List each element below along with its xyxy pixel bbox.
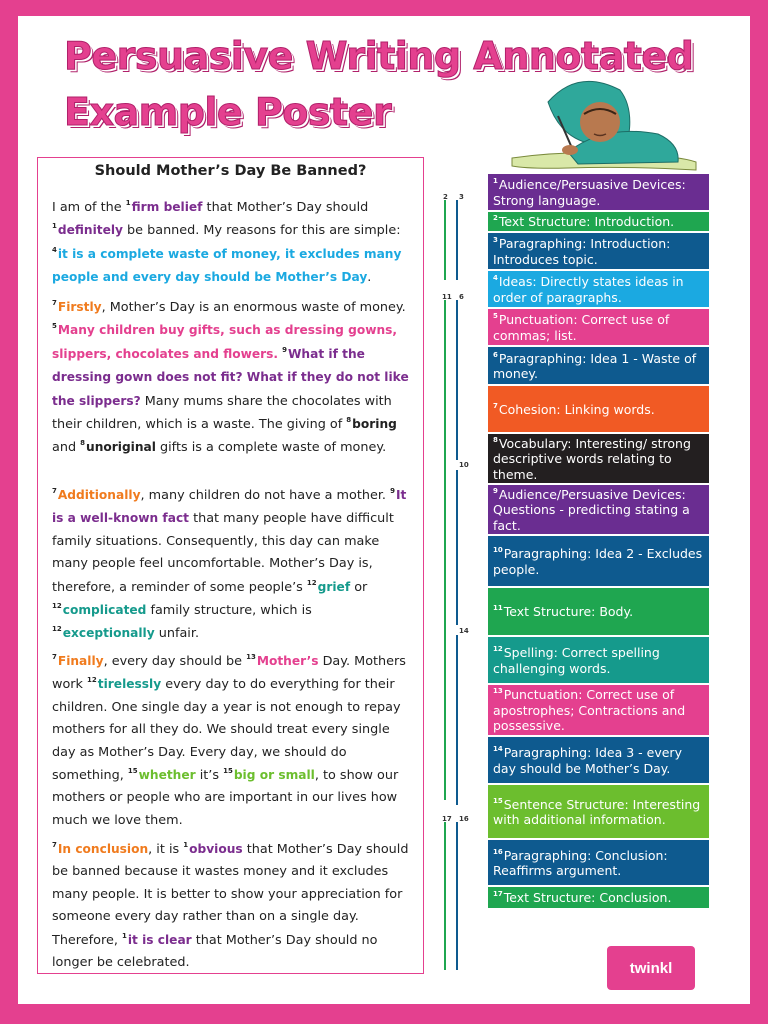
annotation-item-number: 10 [493,546,503,554]
annotation-item-8 [488,434,709,485]
essay-paragraph-4 [52,650,412,832]
annotation-item-number: 4 [493,274,498,282]
poster-title-line-1: Persuasive Writing Annotated [64,34,694,78]
annotated-phrase: exceptionally [62,626,155,641]
annotation-item-10 [488,536,709,588]
essay-text: , every day should be [103,654,247,669]
bracket-line-14 [456,635,458,805]
annotation-item-text: Punctuation: Correct use of apostrophes; Contractions and possessive. [493,687,686,734]
annotated-phrase: it is clear [127,932,192,947]
annotated-phrase: whether [138,768,196,783]
annotation-item-3 [488,233,709,271]
bracket-label-11: 11 [442,293,452,301]
poster-title-line-2: Example Poster [64,90,392,134]
annotation-item-2 [488,212,709,233]
essay-text: , Mother’s Day is an enormous waste of money. [101,300,406,315]
annotation-item-text: Paragraphing: Conclusion: Reaffirms argument. [493,847,668,878]
annotation-item-text: Text Structure: Body. [503,604,634,620]
annotation-item-number: 17 [493,890,503,899]
annotation-item-text: Punctuation: Correct use of commas; list. [493,312,670,343]
annotated-phrase: Firstly [57,300,102,314]
annotation-item-11 [488,588,709,637]
annotated-phrase: tirelessly [97,677,162,692]
annotation-number: 7 [52,841,57,849]
annotation-number: 7 [52,487,57,495]
annotation-number: 12 [87,676,97,685]
annotation-number: 1 [52,222,57,231]
annotated-phrase: boring [352,417,397,432]
essay-heading: Should Mother’s Day Be Banned? [94,163,367,179]
bracket-label-6: 6 [459,293,464,301]
essay-text: that Mother’s Day should be banned because it wastes money and it excludes many people. It is better to show your appreciation for someone every day rather than on a single day. Therefore, [52,842,409,948]
bracket-label-2: 2 [443,193,448,201]
twinkl-logo-text: twinkl [629,959,673,977]
annotated-phrase: Finally [57,654,104,668]
annotated-phrase: it is a complete waste of money, it excludes many people and every day should be Mother’s Day [52,246,402,285]
annotation-number: 5 [52,322,57,331]
annotation-item-16 [488,840,709,887]
essay-box [37,157,424,974]
annotated-phrase: complicated [62,603,147,618]
bracket-line-16 [456,822,458,970]
bracket-line-17 [444,822,446,970]
annotation-item-1 [488,174,709,212]
annotation-number: 9 [390,487,395,495]
bracket-line-3 [456,200,458,280]
annotated-phrase: Many children buy gifts, such as dressing gowns, slippers, chocolates and flowers. [52,323,398,361]
annotation-item-number: 7 [493,401,498,410]
annotation-item-15 [488,785,709,840]
annotation-item-text: Paragraphing: Introduction: Introduces topic. [493,236,671,267]
annotation-item-number: 6 [493,350,498,359]
annotation-item-text: Audience/Persuasive Devices: Strong language. [493,177,686,208]
essay-text: . [367,270,372,286]
bracket-label-14: 14 [459,627,469,635]
bracket-line-2 [444,200,446,280]
annotated-phrase: definitely [57,223,123,238]
annotation-number: 1 [121,931,127,940]
annotation-number: 12 [52,602,62,611]
annotation-item-6 [488,347,709,386]
annotation-item-text: Text Structure: Conclusion. [503,890,672,906]
essay-paragraph-1 [52,196,412,290]
essay-text: every day to do everything for their children. One single day a year is not enough to repay mothers for all they do. We should treat every single day as Mother’s Day. Every day, we should do something, [52,677,401,784]
annotation-number: 12 [306,578,317,587]
annotation-item-text: Sentence Structure: Interesting with additional information. [493,796,701,827]
annotation-item-text: Paragraphing: Idea 3 - every day should be Mother’s Day. [493,745,682,776]
essay-paragraph-3 [52,484,412,646]
annotation-number: 8 [80,439,86,448]
essay-text: that Mother’s Day should [202,200,369,215]
essay-text: I am of the [52,200,126,215]
annotation-item-number: 12 [493,645,503,653]
twinkl-logo [607,946,695,990]
annotated-phrase: unoriginal [86,440,156,455]
annotation-item-text: Vocabulary: Interesting/ strong descriptive words relating to theme. [493,435,691,482]
annotation-item-text: Paragraphing: Idea 1 - Waste of money. [493,350,697,381]
annotation-item-7 [488,386,709,434]
essay-text: that many people have difficult family situations. Consequently, this day can make many people feel uncomfortable. Mother’s Day is, therefore, a reminder of some people’s [52,511,394,595]
bracket-label-10: 10 [459,461,469,469]
annotated-phrase: obvious [189,842,243,856]
annotation-item-13 [488,685,709,737]
annotation-item-number: 1 [493,177,498,185]
annotation-item-4 [488,271,709,309]
bracket-label-3: 3 [459,193,464,201]
annotated-phrase: firm belief [131,200,203,214]
bracket-line-6 [456,300,458,460]
annotation-number: 4 [52,245,57,254]
annotation-number: 12 [52,625,62,634]
annotation-item-text: Paragraphing: Idea 2 - Excludes people. [493,546,703,577]
annotation-item-text: Text Structure: Introduction. [498,214,675,230]
essay-text: unfair. [154,626,200,642]
annotation-number: 1 [125,199,131,207]
annotated-phrase: grief [317,579,351,594]
annotation-item-9 [488,485,709,536]
annotation-number: 9 [282,345,287,354]
essay-text: family structure, which is [146,603,312,619]
annotation-item-number: 14 [493,745,503,753]
annotation-item-number: 8 [493,435,498,444]
essay-text: gifts is a complete waste of money. [155,440,387,456]
writing-girl-illustration [508,74,698,174]
annotation-number: 1 [183,841,189,849]
annotated-phrase: What if the dressing gown does not fit? What if they do not like the slippers? [52,346,409,408]
essay-text: be banned. My reasons for this are simple: [122,223,401,239]
bracket-line-10 [456,470,458,625]
annotation-item-number: 11 [493,604,503,613]
annotation-item-17 [488,887,709,910]
annotation-item-text: Cohesion: Linking words. [498,401,655,417]
essay-text: Day. Mothers work [52,654,406,693]
annotation-number: 7 [52,653,57,661]
essay-text: that Mother’s Day should no longer be celebrated. [52,932,378,971]
annotation-item-number: 3 [493,236,498,244]
essay-text: and [52,440,81,456]
bracket-line-11 [444,300,446,800]
annotated-phrase: In conclusion [57,842,149,856]
essay-paragraph-2 [52,296,412,460]
annotation-item-text: Spelling: Correct spelling challenging words. [493,645,660,676]
annotation-number: 8 [346,416,352,425]
annotation-item-14 [488,737,709,785]
annotation-item-number: 2 [493,214,498,223]
bracket-label-17: 17 [442,815,452,823]
annotation-number: 7 [52,299,57,307]
annotation-item-text: Ideas: Directly states ideas in order of paragraphs. [493,274,684,305]
essay-text: , to show our mothers or people who are important in our lives how much we love them. [52,768,399,828]
essay-text: or [350,579,368,595]
annotation-item-5 [488,309,709,347]
essay-text: , it is [148,842,184,857]
annotated-phrase: It is a well-known fact [52,488,407,526]
annotation-number: 15 [127,767,138,776]
annotated-phrase: big or small [233,768,315,783]
essay-text: , many children do not have a mother. [140,488,391,503]
bracket-label-16: 16 [459,815,469,823]
annotation-item-number: 13 [493,687,503,696]
annotation-number: 15 [223,767,233,776]
annotation-item-number: 15 [493,796,503,805]
essay-text: Many mums share the chocolates with their children, which is a waste. The giving of [52,393,392,433]
annotation-item-number: 9 [493,486,498,495]
annotation-number: 13 [246,653,256,661]
annotation-item-text: Audience/Persuasive Devices: Questions - predicting stating a fact. [493,486,690,533]
annotation-item-12 [488,637,709,685]
annotated-phrase: Additionally [57,488,141,502]
essay-text: it’s [195,768,224,784]
essay-paragraph-5 [52,838,412,974]
annotation-item-number: 5 [493,312,498,320]
annotation-item-number: 16 [493,847,503,856]
annotated-phrase: Mother’s [256,654,319,668]
